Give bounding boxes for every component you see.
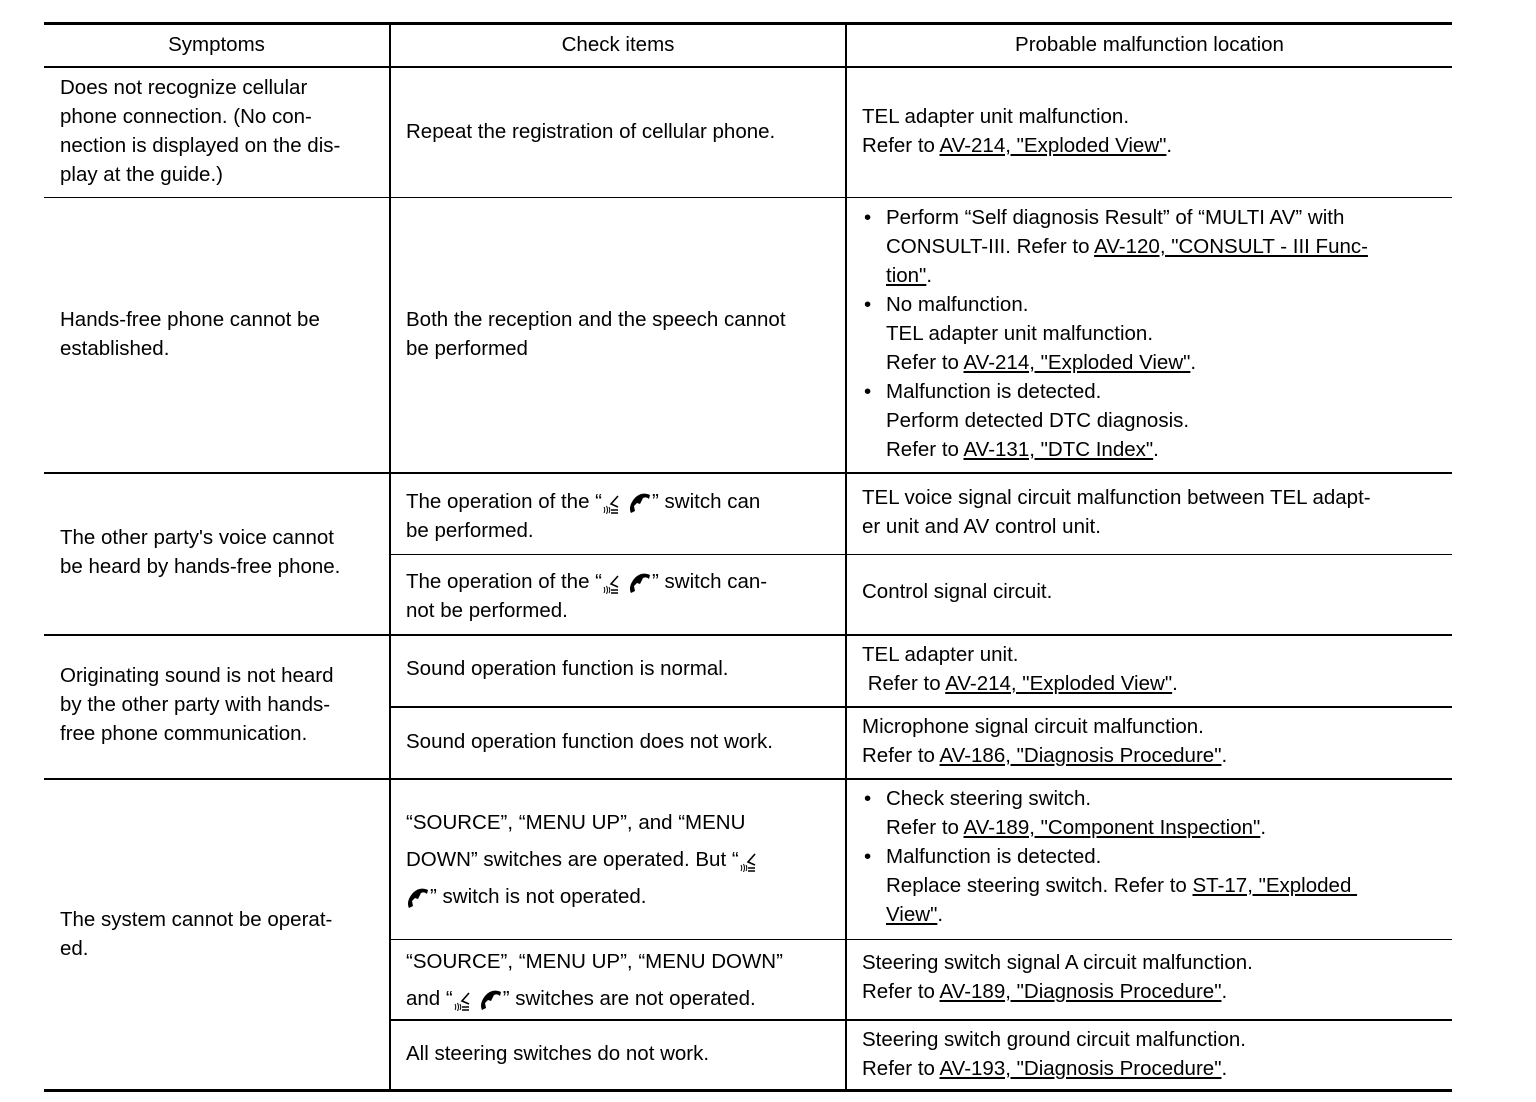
- phone-handset-icon: [406, 887, 430, 909]
- text-line: [862, 131, 1172, 160]
- text: .: [1166, 134, 1173, 157]
- text-line: er unit and AV control unit.: [862, 515, 1101, 538]
- text-line: Microphone signal circuit malfunction.: [862, 715, 1204, 738]
- header-check-items: Check items: [561, 33, 675, 56]
- check-item-cell: [406, 305, 786, 363]
- text-line: [406, 567, 767, 596]
- phone-handset-icon: [628, 492, 652, 514]
- text-line: Steering switch ground circuit malfunction.: [862, 1028, 1246, 1051]
- text: Refer to: [862, 1057, 940, 1080]
- column-divider: [389, 24, 391, 1090]
- check-item-cell: [406, 567, 767, 625]
- text-line: Originating sound is not heard: [60, 664, 334, 687]
- text: ” switch is not operated.: [430, 885, 647, 908]
- text-line: established.: [60, 337, 170, 360]
- voice-recognition-icon: [602, 574, 622, 594]
- location-cell: [862, 483, 1371, 541]
- reference-link[interactable]: AV-120, "CONSULT - III Func-: [1094, 235, 1368, 258]
- row-divider: [44, 472, 1452, 474]
- text: DOWN” switches are operated. But “: [406, 848, 739, 871]
- bullet-item: [862, 203, 1368, 290]
- text: Refer to: [886, 816, 964, 839]
- location-cell: Control signal circuit.: [862, 580, 1053, 603]
- reference-link[interactable]: AV-214, "Exploded View": [945, 672, 1173, 695]
- text-line: be heard by hands-free phone.: [60, 555, 341, 578]
- text-line: ed.: [60, 937, 89, 960]
- voice-recognition-icon: [602, 494, 622, 514]
- text: Refer to: [862, 980, 940, 1003]
- row-divider: [44, 634, 1452, 636]
- check-item-cell: [406, 804, 759, 915]
- location-cell: [862, 784, 1357, 929]
- text: .: [1172, 672, 1178, 695]
- text-line: Perform detected DTC diagnosis.: [886, 409, 1190, 432]
- check-item-cell: [406, 943, 783, 1017]
- header-symptoms: Symptoms: [168, 33, 265, 56]
- text: .: [1190, 351, 1197, 374]
- symptom-cell: [60, 905, 332, 963]
- header-probable-location: Probable malfunction location: [1015, 33, 1284, 56]
- symptom-cell: [60, 661, 334, 748]
- text-line: [886, 435, 1368, 464]
- reference-link[interactable]: AV-214, "Exploded View": [963, 351, 1191, 374]
- text: .: [1221, 980, 1228, 1003]
- text: The operation of the “: [406, 570, 603, 593]
- text-line: [886, 813, 1357, 842]
- text-line: • Check steering switch.: [886, 787, 1092, 810]
- text-line: TEL adapter unit malfunction.: [862, 105, 1130, 128]
- text-line: by the other party with hands-: [60, 693, 331, 716]
- text-line: [886, 900, 1357, 929]
- text-line: “SOURCE”, “MENU UP”, “MENU DOWN”: [406, 950, 783, 973]
- check-item-cell: [406, 487, 760, 545]
- location-cell: [862, 640, 1178, 698]
- text: Refer to: [862, 744, 940, 767]
- text: Refer to: [886, 438, 964, 461]
- text-line: [886, 871, 1357, 900]
- symptom-cell: [60, 523, 340, 581]
- reference-link[interactable]: View": [886, 903, 938, 926]
- text-line: phone connection. (No con-: [60, 105, 312, 128]
- text-line: TEL voice signal circuit malfunction between TEL adapt-: [862, 486, 1371, 509]
- text-line: not be performed.: [406, 599, 568, 622]
- text-line: • Malfunction is detected.: [886, 845, 1102, 868]
- text: Refer to: [886, 351, 964, 374]
- column-divider: [845, 24, 847, 1090]
- text: .: [1221, 744, 1228, 767]
- text: .: [1221, 1057, 1228, 1080]
- text: ” switch can: [652, 490, 761, 513]
- text: .: [1153, 438, 1159, 461]
- subrow-divider: [390, 554, 1452, 555]
- text-line: Does not recognize cellular: [60, 76, 308, 99]
- bullet-item: [862, 842, 1357, 929]
- location-cell: [862, 1025, 1246, 1083]
- text-line: [862, 1054, 1246, 1083]
- location-cell: [862, 712, 1227, 770]
- text: .: [937, 903, 944, 926]
- text-line: [406, 487, 760, 516]
- text-line: [406, 980, 783, 1017]
- text-line: “SOURCE”, “MENU UP”, and “MENU: [406, 811, 746, 834]
- location-cell: [862, 102, 1172, 160]
- reference-link[interactable]: AV-186, "Diagnosis Procedure": [939, 744, 1222, 767]
- voice-recognition-icon: [453, 991, 473, 1011]
- reference-link[interactable]: AV-189, "Component Inspection": [963, 816, 1261, 839]
- check-item-cell: Sound operation function does not work.: [406, 730, 773, 753]
- text-line: [406, 841, 759, 878]
- text-line: Both the reception and the speech cannot: [406, 308, 786, 331]
- text-line: [862, 977, 1253, 1006]
- text-line: The other party's voice cannot: [60, 526, 334, 549]
- subrow-divider: [390, 939, 1452, 940]
- row-divider: [44, 778, 1452, 780]
- text-line: • Malfunction is detected.: [886, 380, 1102, 403]
- text-line: nection is displayed on the dis-: [60, 134, 341, 157]
- reference-link[interactable]: tion": [886, 264, 927, 287]
- phone-handset-icon: [628, 572, 652, 594]
- bullet-item: [862, 290, 1368, 377]
- table-top-border: [44, 22, 1452, 25]
- reference-link[interactable]: AV-131, "DTC Index": [963, 438, 1154, 461]
- text-line: [406, 878, 759, 915]
- reference-link[interactable]: AV-193, "Diagnosis Procedure": [939, 1057, 1222, 1080]
- phone-handset-icon: [479, 989, 503, 1011]
- reference-link[interactable]: ST-17, "Exploded: [1192, 874, 1358, 897]
- location-cell: [862, 948, 1253, 1006]
- text-line: [862, 669, 1178, 698]
- text: The operation of the “: [406, 490, 603, 513]
- text: Refer to: [862, 134, 940, 157]
- text-line: free phone communication.: [60, 722, 308, 745]
- text: Refer to: [862, 672, 946, 695]
- text: ” switch can-: [652, 570, 768, 593]
- text-line: be performed: [406, 337, 528, 360]
- check-item-cell: All steering switches do not work.: [406, 1042, 710, 1065]
- text-line: be performed.: [406, 519, 534, 542]
- text-line: The system cannot be operat-: [60, 908, 333, 931]
- text-line: Steering switch signal A circuit malfunction.: [862, 951, 1253, 974]
- text-line: play at the guide.): [60, 163, 223, 186]
- text-line: [886, 348, 1368, 377]
- subrow-divider: [390, 706, 1452, 708]
- text-line: Hands-free phone cannot be: [60, 308, 320, 331]
- text-line: [862, 741, 1227, 770]
- text: ” switches are not operated.: [502, 987, 756, 1010]
- bullet-item: [862, 377, 1368, 464]
- text-line: • Perform “Self diagnosis Result” of “MULTI AV” with: [886, 206, 1345, 229]
- voice-recognition-icon: [739, 852, 759, 872]
- text: .: [1260, 816, 1267, 839]
- row-divider: [44, 197, 1452, 198]
- reference-link[interactable]: AV-189, "Diagnosis Procedure": [939, 980, 1222, 1003]
- text: Replace steering switch. Refer to: [886, 874, 1193, 897]
- text: and “: [406, 987, 453, 1010]
- location-cell: [862, 203, 1368, 464]
- text: CONSULT-III. Refer to: [886, 235, 1095, 258]
- text: .: [926, 264, 933, 287]
- symptom-cell: [60, 73, 340, 189]
- bullet-item: [862, 784, 1357, 842]
- text-line: [886, 232, 1368, 261]
- table-bottom-border: [44, 1089, 1452, 1092]
- text-line: • No malfunction.: [886, 293, 1029, 316]
- subrow-divider: [390, 1019, 1452, 1021]
- symptom-cell: [60, 305, 320, 363]
- check-item-cell: Repeat the registration of cellular phone.: [406, 120, 776, 143]
- text-line: TEL adapter unit.: [862, 643, 1019, 666]
- header-bottom-border: [44, 66, 1452, 68]
- text-line: TEL adapter unit malfunction.: [886, 322, 1154, 345]
- check-item-cell: Sound operation function is normal.: [406, 657, 729, 680]
- reference-link[interactable]: AV-214, "Exploded View": [939, 134, 1167, 157]
- text-line: [886, 261, 1368, 290]
